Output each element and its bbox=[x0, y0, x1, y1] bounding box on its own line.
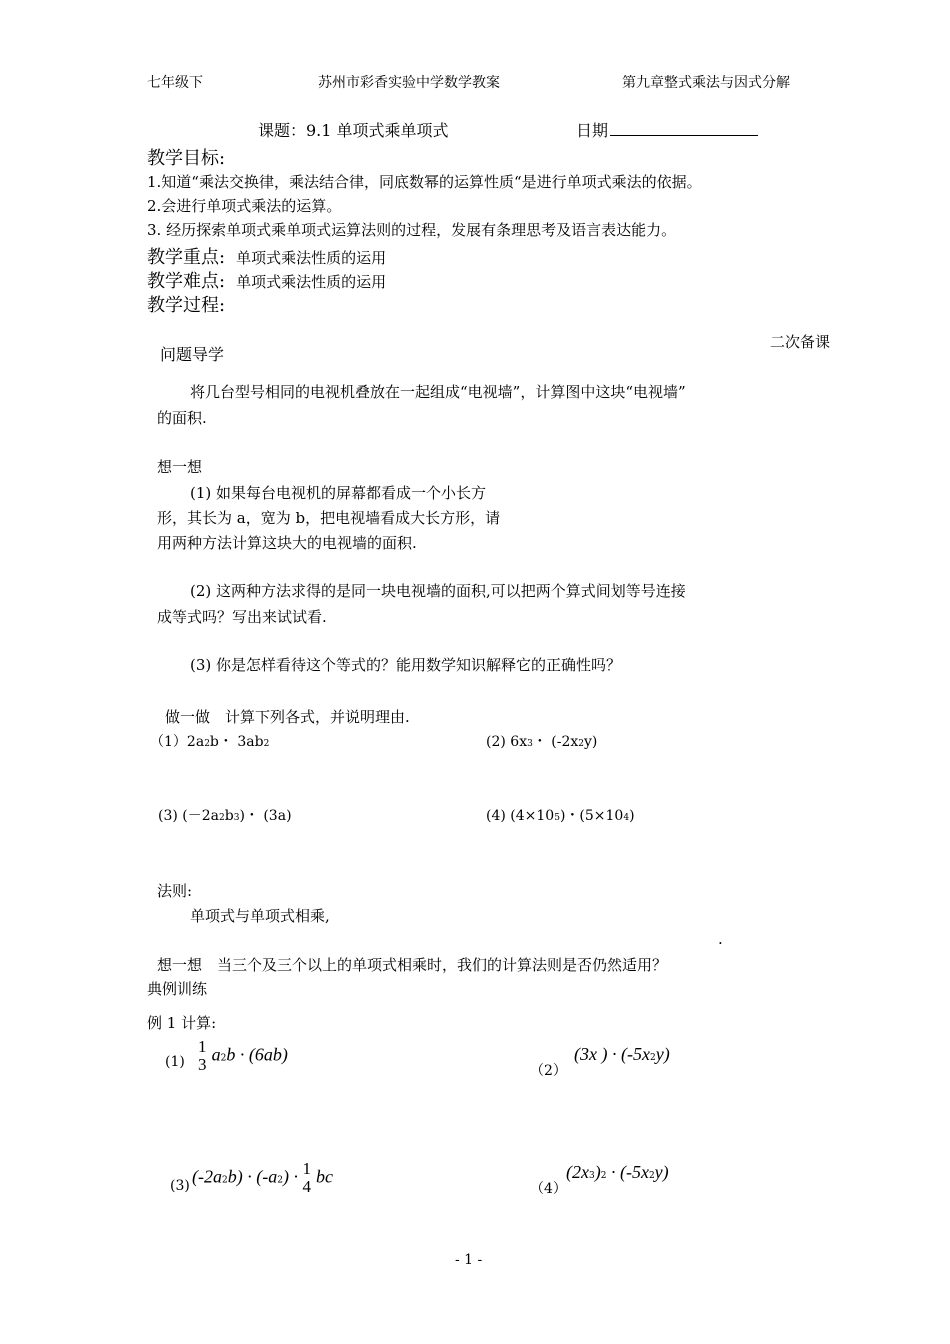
doit-problem-2 bbox=[486, 731, 597, 751]
think-q3: (3) 你是怎样看待这个等式的？能用数学知识解释它的正确性吗？ bbox=[190, 656, 622, 674]
problem-label: (3) bbox=[158, 808, 183, 824]
exponent: 2 bbox=[263, 739, 270, 749]
expr-part: b) · (-a bbox=[227, 1166, 278, 1187]
objectives-heading: 教学目标: bbox=[147, 148, 226, 169]
numerator: 1 bbox=[302, 1159, 311, 1178]
date-blank bbox=[610, 119, 758, 136]
think-two: 想一想 当三个及三个以上的单项式相乘时，我们的计算法则是否仍然适用？ bbox=[157, 956, 668, 974]
expr-part: (-2a bbox=[192, 1166, 222, 1187]
difficulty-text: 单项式乘法性质的运用 bbox=[236, 273, 387, 291]
difficulty-label: 教学难点: bbox=[147, 271, 226, 292]
exponent: 2 bbox=[277, 1175, 283, 1186]
expr-part: (4×10 bbox=[510, 808, 555, 824]
think-q1-line2: 形，其长为 a，宽为 b，把电视墙看成大长方形，请 bbox=[157, 509, 501, 527]
expr-part: ) · bbox=[282, 1166, 303, 1187]
exponent: 2 bbox=[222, 1175, 228, 1186]
denominator: 3 bbox=[198, 1055, 207, 1074]
example-2-index: （2） bbox=[530, 1063, 567, 1079]
expr-part: a bbox=[211, 1044, 221, 1065]
problem-label: (2) bbox=[486, 734, 511, 750]
expr-part: bc bbox=[316, 1166, 334, 1187]
guide-para-line1: 将几台型号相同的电视机叠放在一起组成“电视墙”，计算图中这块“电视墙” bbox=[190, 383, 686, 401]
expr-part: (－2a bbox=[182, 808, 219, 824]
exponent: 2 bbox=[204, 739, 210, 749]
example-3-expression bbox=[192, 1160, 333, 1196]
doit-problem-3 bbox=[158, 805, 292, 825]
exponent: 2 bbox=[649, 1053, 656, 1063]
think-q1-line3: 用两种方法计算这块大的电视墙的面积. bbox=[157, 534, 417, 552]
doit-problem-4 bbox=[486, 805, 635, 825]
expr-part: )・ (3a) bbox=[239, 808, 292, 824]
key-point bbox=[147, 243, 386, 269]
lesson-title: 课题：9.1 单项式乘单项式 bbox=[258, 121, 449, 140]
example-4-index: （4） bbox=[530, 1181, 567, 1197]
expr-part: 2a bbox=[186, 734, 205, 750]
objective-3: 3. 经历探索单项式乘单项式运算法则的过程，发展有条理思考及语言表达能力。 bbox=[147, 221, 677, 239]
key-point-text: 单项式乘法性质的运用 bbox=[236, 249, 387, 267]
rule-dot: . bbox=[718, 930, 723, 948]
example-2-expression bbox=[574, 1044, 670, 1065]
denominator: 4 bbox=[302, 1177, 311, 1196]
doit-problem-1 bbox=[150, 731, 269, 751]
process-label: 教学过程: bbox=[147, 295, 226, 316]
fraction bbox=[198, 1038, 207, 1074]
expr-part: y) bbox=[584, 734, 598, 750]
guide-para-line2: 的面积. bbox=[157, 409, 207, 427]
example-1-label: 例 1 计算: bbox=[147, 1014, 217, 1032]
expr-part: b bbox=[224, 808, 234, 824]
exponent: 2 bbox=[648, 1171, 655, 1181]
think-q2-line2: 成等式吗？写出来试试看. bbox=[157, 608, 327, 626]
expr-part: · (-5x bbox=[606, 1162, 649, 1182]
difficulty bbox=[147, 267, 386, 293]
exponent: 3 bbox=[527, 739, 533, 749]
exponent: 3 bbox=[588, 1171, 595, 1181]
example-1-expression bbox=[198, 1038, 288, 1074]
think-q2-line1: (2) 这两种方法求得的是同一块电视墙的面积,可以把两个算式间划等号连接 bbox=[190, 582, 686, 600]
rule-text: 单项式与单项式相乘, bbox=[190, 907, 330, 925]
expr-part: (3x ) · (-5x bbox=[574, 1044, 650, 1064]
problem-label: （1） bbox=[150, 734, 187, 750]
expr-part: b・ 3ab bbox=[209, 734, 264, 750]
guide-heading: 问题导学 bbox=[160, 345, 225, 364]
expr-part: y) bbox=[654, 1162, 669, 1182]
objective-2: 2.会进行单项式乘法的运算。 bbox=[147, 197, 342, 215]
example-1-index: (1) bbox=[165, 1054, 185, 1070]
expr-part: )・(5×10 bbox=[559, 808, 624, 824]
think-heading: 想一想 bbox=[157, 458, 203, 476]
expr-part: b · (6ab) bbox=[226, 1044, 288, 1065]
think-q1-line1: (1) 如果每台电视机的屏幕都看成一个小长方 bbox=[190, 484, 487, 502]
expr-part: ) bbox=[629, 808, 635, 824]
exponent: 2 bbox=[578, 739, 585, 749]
exponent: 5 bbox=[554, 813, 560, 823]
key-point-label: 教学重点: bbox=[147, 247, 226, 268]
side-note: 二次备课 bbox=[770, 333, 831, 351]
rule-heading: 法则: bbox=[157, 882, 193, 900]
header-chapter: 第九章整式乘法与因式分解 bbox=[622, 75, 790, 91]
exponent: 2 bbox=[220, 1053, 227, 1064]
doit-heading: 做一做 计算下列各式，并说明理由. bbox=[165, 708, 410, 726]
expr-part: ) bbox=[594, 1162, 601, 1182]
page-number: - 1 - bbox=[455, 1252, 483, 1268]
exponent: 2 bbox=[219, 813, 225, 823]
header-grade: 七年级下 bbox=[147, 75, 203, 91]
header-school: 苏州市彩香实验中学数学教案 bbox=[318, 75, 500, 91]
expr-part: ・ (-2x bbox=[532, 734, 579, 750]
expr-part: 6x bbox=[510, 734, 528, 750]
example-4-expression bbox=[566, 1162, 669, 1183]
exponent: 4 bbox=[623, 813, 630, 823]
exponent: 3 bbox=[233, 813, 240, 823]
objective-1: 1.知道“乘法交换律，乘法结合律，同底数幂的运算性质“是进行单项式乘法的依据。 bbox=[147, 173, 702, 191]
date-field bbox=[576, 118, 758, 141]
numerator: 1 bbox=[198, 1037, 207, 1056]
example-3-index: (3) bbox=[170, 1178, 190, 1194]
expr-part: y) bbox=[655, 1044, 670, 1064]
expr-part: (2x bbox=[566, 1162, 589, 1182]
date-label: 日期 bbox=[576, 121, 609, 140]
problem-label: (4) bbox=[486, 808, 511, 824]
fraction bbox=[302, 1160, 311, 1196]
examples-heading: 典例训练 bbox=[147, 980, 208, 998]
exponent: 2 bbox=[600, 1171, 607, 1181]
